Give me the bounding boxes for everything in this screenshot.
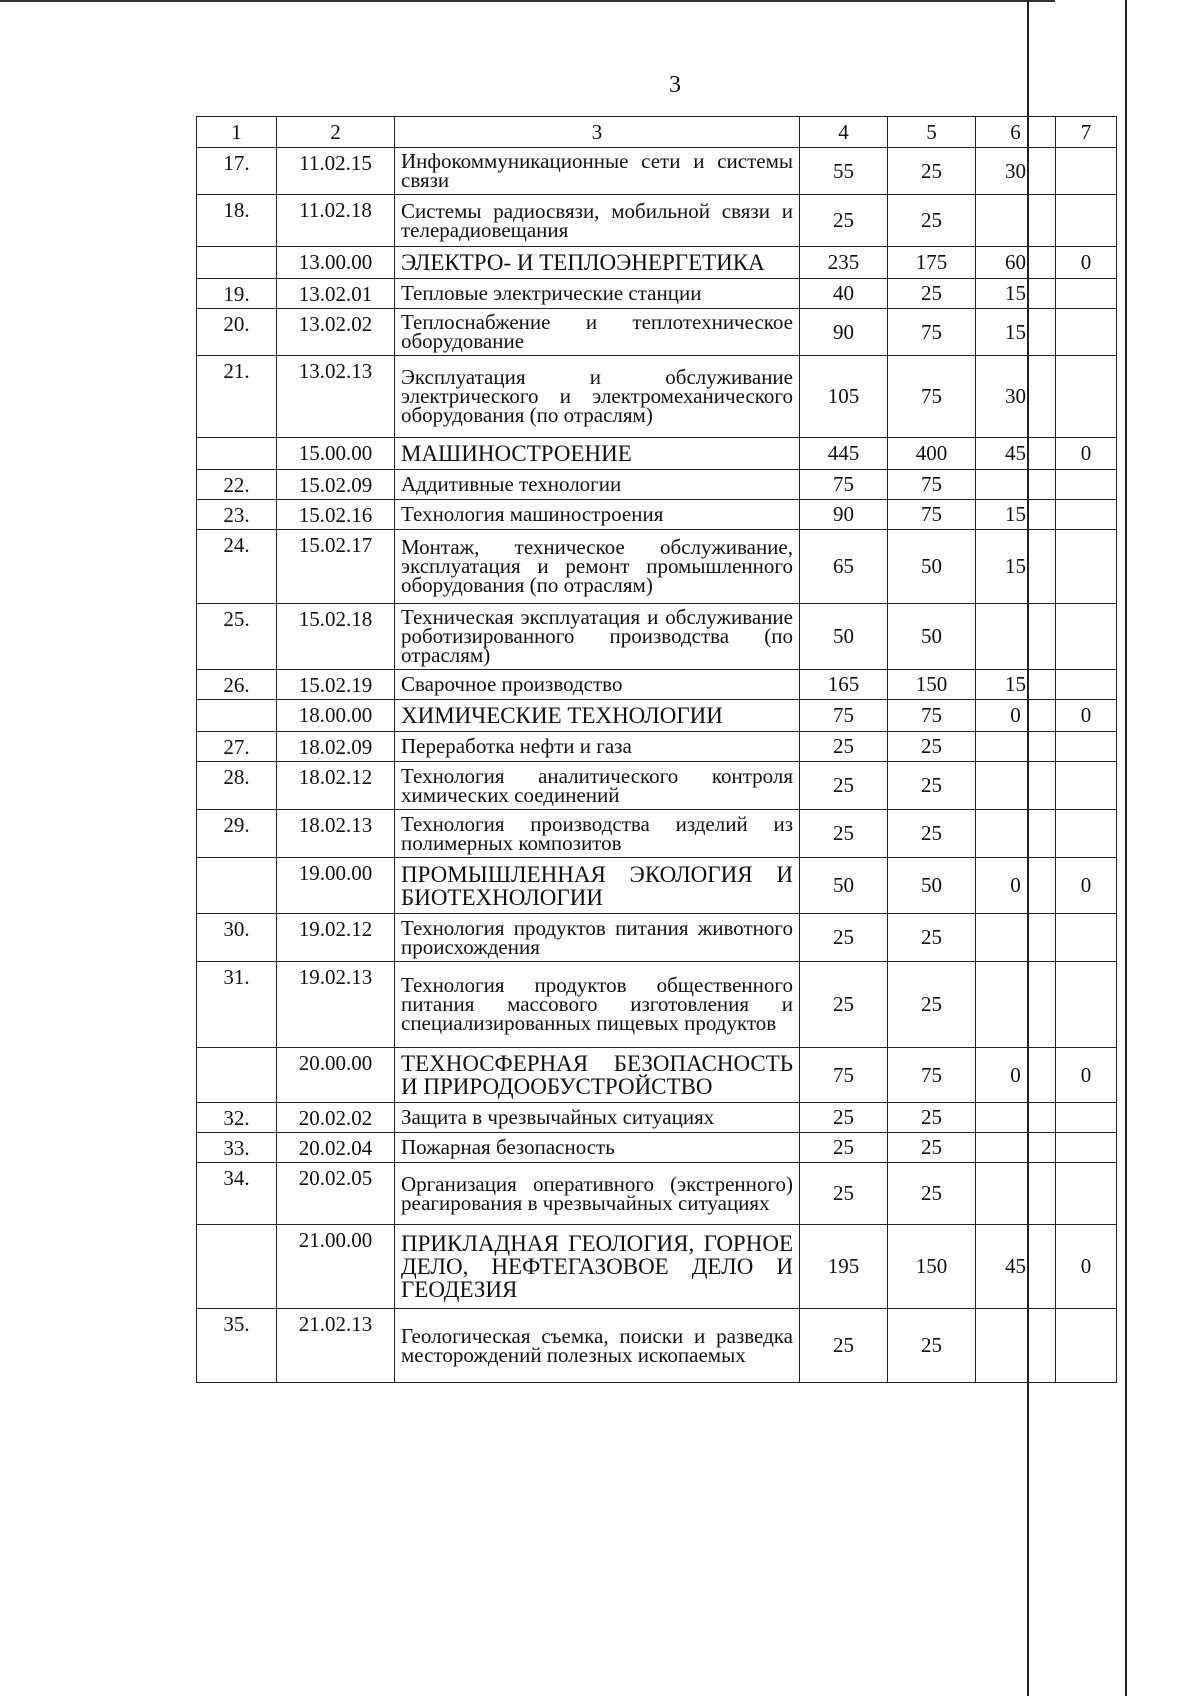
value-col6 (976, 914, 1056, 962)
value-col6 (976, 762, 1056, 810)
value-col5: 75 (888, 700, 976, 732)
row-name: Инфокоммуникационные сети и системы связи (395, 148, 800, 195)
value-col5: 50 (888, 858, 976, 914)
row-name: Технология продуктов общественного питания массового изготовления и специализированных пищевых продуктов (395, 962, 800, 1048)
value-col5: 400 (888, 438, 976, 470)
row-number: 22. (197, 470, 277, 500)
value-col7 (1056, 309, 1117, 356)
value-col6: 45 (976, 438, 1056, 470)
row-number: 30. (197, 914, 277, 962)
table-row (197, 962, 1117, 1048)
value-col6: 15 (976, 670, 1056, 700)
value-col5: 50 (888, 530, 976, 604)
column-header: 3 (395, 117, 800, 148)
row-code: 19.02.12 (277, 914, 395, 962)
value-col5: 25 (888, 962, 976, 1048)
row-code: 19.00.00 (277, 858, 395, 914)
value-col7 (1056, 500, 1117, 530)
group-row (197, 1225, 1117, 1309)
group-row (197, 438, 1117, 470)
table-row (197, 1163, 1117, 1225)
value-col5: 75 (888, 500, 976, 530)
value-col6: 30 (976, 148, 1056, 195)
table-row (197, 914, 1117, 962)
table-row (197, 670, 1117, 700)
value-col6 (976, 962, 1056, 1048)
row-name: Технология аналитического контроля химических соединений (395, 762, 800, 810)
row-name: Пожарная безопасность (395, 1133, 800, 1163)
row-name: Переработка нефти и газа (395, 732, 800, 762)
value-col7 (1056, 195, 1117, 247)
value-col4: 50 (800, 858, 888, 914)
table-row (197, 1103, 1117, 1133)
table-row (197, 1309, 1117, 1383)
value-col6: 30 (976, 356, 1056, 438)
column-header: 1 (197, 117, 277, 148)
table-row (197, 470, 1117, 500)
row-number: 21. (197, 356, 277, 438)
value-col6 (976, 1309, 1056, 1383)
value-col7 (1056, 1163, 1117, 1225)
value-col6 (976, 470, 1056, 500)
value-col6: 15 (976, 309, 1056, 356)
row-code: 21.02.13 (277, 1309, 395, 1383)
column-header: 7 (1056, 117, 1117, 148)
row-code: 11.02.15 (277, 148, 395, 195)
value-col4: 105 (800, 356, 888, 438)
group-row (197, 247, 1117, 279)
value-col6: 0 (976, 858, 1056, 914)
page-number: 3 (669, 72, 681, 98)
column-header: 6 (976, 117, 1056, 148)
row-number: 32. (197, 1103, 277, 1133)
value-col6 (976, 732, 1056, 762)
value-col4: 75 (800, 470, 888, 500)
row-name: ХИМИЧЕСКИЕ ТЕХНОЛОГИИ (395, 700, 800, 732)
value-col5: 25 (888, 762, 976, 810)
row-number (197, 858, 277, 914)
row-code: 13.02.02 (277, 309, 395, 356)
value-col6: 15 (976, 279, 1056, 309)
value-col6 (976, 1133, 1056, 1163)
value-col7 (1056, 604, 1117, 670)
value-col5: 25 (888, 810, 976, 858)
table-row (197, 279, 1117, 309)
value-col7 (1056, 1309, 1117, 1383)
value-col5: 25 (888, 914, 976, 962)
value-col5: 75 (888, 309, 976, 356)
row-code: 13.00.00 (277, 247, 395, 279)
row-number (197, 247, 277, 279)
value-col4: 25 (800, 1163, 888, 1225)
row-name: Системы радиосвязи, мобильной связи и телерадиовещания (395, 195, 800, 247)
row-name: МАШИНОСТРОЕНИЕ (395, 438, 800, 470)
value-col4: 75 (800, 700, 888, 732)
value-col7 (1056, 670, 1117, 700)
value-col7: 0 (1056, 1048, 1117, 1103)
table-row (197, 195, 1117, 247)
value-col6: 60 (976, 247, 1056, 279)
row-code: 15.02.16 (277, 500, 395, 530)
value-col7 (1056, 356, 1117, 438)
table-row (197, 604, 1117, 670)
value-col4: 25 (800, 1133, 888, 1163)
value-col5: 150 (888, 1225, 976, 1309)
row-name: Сварочное производство (395, 670, 800, 700)
value-col4: 90 (800, 500, 888, 530)
value-col4: 25 (800, 810, 888, 858)
row-code: 18.00.00 (277, 700, 395, 732)
row-name: ТЕХНОСФЕРНАЯ БЕЗОПАСНОСТЬ И ПРИРОДООБУСТРОЙСТВО (395, 1048, 800, 1103)
row-name: Техническая эксплуатация и обслуживание роботизированного производства (по отраслям) (395, 604, 800, 670)
row-code: 20.02.05 (277, 1163, 395, 1225)
value-col5: 50 (888, 604, 976, 670)
value-col7: 0 (1056, 1225, 1117, 1309)
row-code: 18.02.13 (277, 810, 395, 858)
value-col7: 0 (1056, 700, 1117, 732)
row-code: 20.00.00 (277, 1048, 395, 1103)
row-name: ПРИКЛАДНАЯ ГЕОЛОГИЯ, ГОРНОЕ ДЕЛО, НЕФТЕГАЗОВОЕ ДЕЛО И ГЕОДЕЗИЯ (395, 1225, 800, 1309)
value-col5: 150 (888, 670, 976, 700)
value-col7: 0 (1056, 247, 1117, 279)
value-col7 (1056, 1133, 1117, 1163)
row-name: Организация оперативного (экстренного) реагирования в чрезвычайных ситуациях (395, 1163, 800, 1225)
row-number (197, 1225, 277, 1309)
value-col6 (976, 1163, 1056, 1225)
specialties-table (196, 116, 1117, 1383)
value-col4: 25 (800, 914, 888, 962)
table-row (197, 148, 1117, 195)
scan-edge-top (0, 0, 1055, 2)
row-code: 15.02.19 (277, 670, 395, 700)
value-col4: 235 (800, 247, 888, 279)
value-col7 (1056, 530, 1117, 604)
row-code: 11.02.18 (277, 195, 395, 247)
value-col7 (1056, 279, 1117, 309)
value-col4: 445 (800, 438, 888, 470)
row-name: Эксплуатация и обслуживание электрического и электромеханического оборудования (по отраслям) (395, 356, 800, 438)
value-col4: 25 (800, 195, 888, 247)
value-col6 (976, 195, 1056, 247)
row-name: Технология продуктов питания животного происхождения (395, 914, 800, 962)
column-header: 2 (277, 117, 395, 148)
row-number (197, 438, 277, 470)
value-col6: 15 (976, 530, 1056, 604)
row-number: 19. (197, 279, 277, 309)
value-col5: 75 (888, 356, 976, 438)
column-header: 5 (888, 117, 976, 148)
value-col4: 25 (800, 1309, 888, 1383)
row-name: Тепловые электрические станции (395, 279, 800, 309)
value-col5: 25 (888, 279, 976, 309)
row-name: Защита в чрезвычайных ситуациях (395, 1103, 800, 1133)
row-code: 19.02.13 (277, 962, 395, 1048)
value-col7 (1056, 962, 1117, 1048)
row-number: 20. (197, 309, 277, 356)
value-col4: 65 (800, 530, 888, 604)
value-col4: 25 (800, 762, 888, 810)
row-name: Теплоснабжение и теплотехническое оборудование (395, 309, 800, 356)
value-col5: 25 (888, 1133, 976, 1163)
row-number: 31. (197, 962, 277, 1048)
value-col6 (976, 810, 1056, 858)
value-col6 (976, 1103, 1056, 1133)
value-col4: 165 (800, 670, 888, 700)
value-col4: 40 (800, 279, 888, 309)
row-number: 29. (197, 810, 277, 858)
row-code: 15.02.17 (277, 530, 395, 604)
table-row (197, 356, 1117, 438)
value-col7 (1056, 914, 1117, 962)
table-row (197, 732, 1117, 762)
value-col7 (1056, 1103, 1117, 1133)
value-col5: 25 (888, 148, 976, 195)
value-col5: 25 (888, 1309, 976, 1383)
value-col4: 75 (800, 1048, 888, 1103)
row-number: 17. (197, 148, 277, 195)
value-col5: 175 (888, 247, 976, 279)
row-name: Геологическая съемка, поиски и разведка месторождений полезных ископаемых (395, 1309, 800, 1383)
value-col7 (1056, 470, 1117, 500)
row-code: 18.02.09 (277, 732, 395, 762)
row-number (197, 700, 277, 732)
row-number: 24. (197, 530, 277, 604)
table-row (197, 1133, 1117, 1163)
row-name: Аддитивные технологии (395, 470, 800, 500)
value-col7: 0 (1056, 438, 1117, 470)
row-number: 18. (197, 195, 277, 247)
table-row (197, 762, 1117, 810)
value-col4: 50 (800, 604, 888, 670)
table-header-row (197, 117, 1117, 148)
row-code: 13.02.13 (277, 356, 395, 438)
row-code: 21.00.00 (277, 1225, 395, 1309)
row-code: 15.02.09 (277, 470, 395, 500)
row-number: 33. (197, 1133, 277, 1163)
table-row (197, 309, 1117, 356)
value-col5: 25 (888, 732, 976, 762)
row-name: Монтаж, техническое обслуживание, эксплуатация и ремонт промышленного оборудования (по отраслям) (395, 530, 800, 604)
value-col4: 25 (800, 732, 888, 762)
row-number (197, 1048, 277, 1103)
value-col4: 195 (800, 1225, 888, 1309)
row-number: 28. (197, 762, 277, 810)
value-col7: 0 (1056, 858, 1117, 914)
row-code: 20.02.02 (277, 1103, 395, 1133)
group-row (197, 858, 1117, 914)
value-col7 (1056, 148, 1117, 195)
value-col6 (976, 604, 1056, 670)
column-header: 4 (800, 117, 888, 148)
row-number: 35. (197, 1309, 277, 1383)
row-number: 34. (197, 1163, 277, 1225)
value-col7 (1056, 810, 1117, 858)
group-row (197, 1048, 1117, 1103)
value-col5: 25 (888, 1163, 976, 1225)
value-col6: 45 (976, 1225, 1056, 1309)
row-name: ЭЛЕКТРО- И ТЕПЛОЭНЕРГЕТИКА (395, 247, 800, 279)
row-number: 23. (197, 500, 277, 530)
value-col5: 75 (888, 1048, 976, 1103)
value-col6: 0 (976, 700, 1056, 732)
row-number: 27. (197, 732, 277, 762)
row-code: 15.00.00 (277, 438, 395, 470)
row-number: 25. (197, 604, 277, 670)
value-col6: 0 (976, 1048, 1056, 1103)
value-col5: 25 (888, 1103, 976, 1133)
row-name: Технология производства изделий из полимерных композитов (395, 810, 800, 858)
row-code: 18.02.12 (277, 762, 395, 810)
row-code: 15.02.18 (277, 604, 395, 670)
scan-edge-line-outer (1125, 0, 1127, 1696)
group-row (197, 700, 1117, 732)
value-col4: 90 (800, 309, 888, 356)
row-name: ПРОМЫШЛЕННАЯ ЭКОЛОГИЯ И БИОТЕХНОЛОГИИ (395, 858, 800, 914)
row-code: 20.02.04 (277, 1133, 395, 1163)
value-col6: 15 (976, 500, 1056, 530)
table-row (197, 500, 1117, 530)
table-row (197, 810, 1117, 858)
value-col5: 75 (888, 470, 976, 500)
value-col7 (1056, 762, 1117, 810)
value-col5: 25 (888, 195, 976, 247)
row-number: 26. (197, 670, 277, 700)
value-col4: 25 (800, 1103, 888, 1133)
row-code: 13.02.01 (277, 279, 395, 309)
value-col4: 55 (800, 148, 888, 195)
value-col4: 25 (800, 962, 888, 1048)
row-name: Технология машиностроения (395, 500, 800, 530)
value-col7 (1056, 732, 1117, 762)
table-row (197, 530, 1117, 604)
